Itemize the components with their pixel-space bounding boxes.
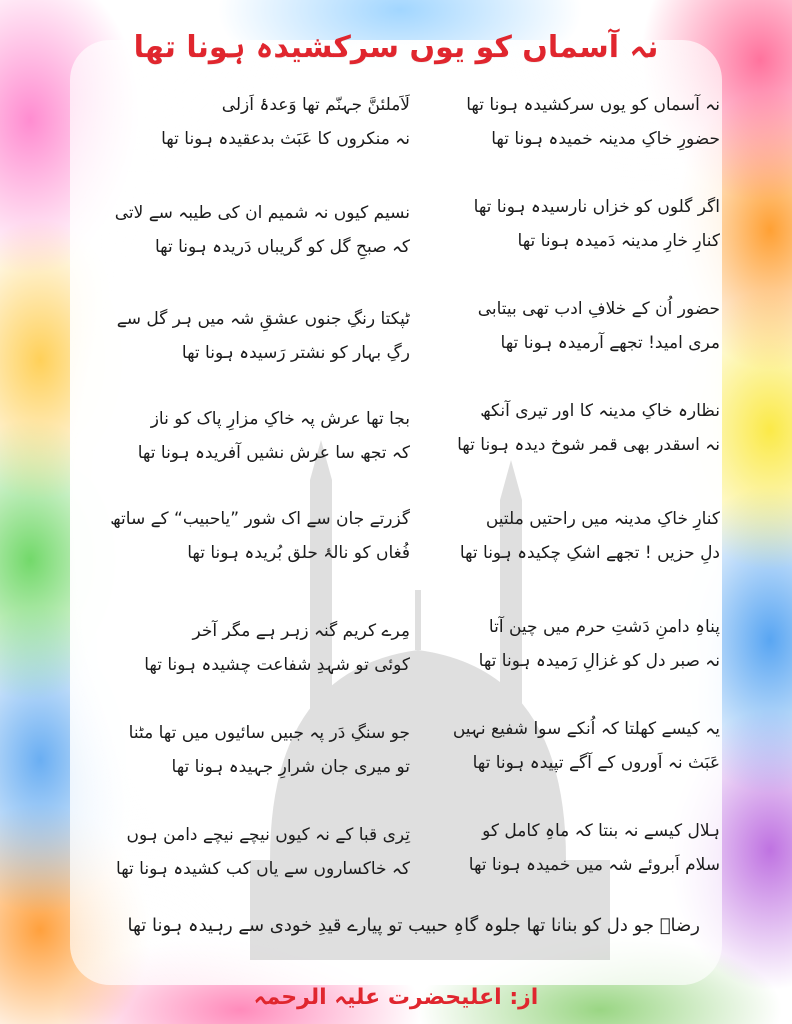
- verse-line: کوئی تو شہدِ شفاعت چشیدہ ہونا تھا: [144, 655, 410, 675]
- verse-line: کہ صبحِ گل کو گریباں دَریدہ ہونا تھا: [154, 237, 410, 257]
- verse-line: تو میری جان شرارِ جہیدہ ہونا تھا: [171, 757, 410, 777]
- stanza-left-6: [110, 614, 410, 682]
- verse-line: پناہِ دامنِ دَشتِ حرم میں چین آتا: [488, 617, 720, 637]
- verse-line: دلِ حزیں ! تجھے اشکِ چکیدہ ہونا تھا: [459, 543, 720, 563]
- verse-line: نسیم کیوں نہ شمیم ان کی طیبہ سے لاتی: [114, 203, 410, 223]
- verse-line: اگر گلوں کو خزاں نارسیدہ ہونا تھا: [473, 197, 720, 217]
- stanza-left-5: [110, 502, 410, 570]
- verse-line: تِری قبا کے نہ کیوں نیچے نیچے دامن ہوں: [126, 825, 410, 845]
- verse-line: عَبَث نہ اَوروں کے آگے تپیدہ ہونا تھا: [472, 753, 720, 773]
- verse-line: گزرتے جان سے اک شور ”یاحبیب“ کے ساتھ: [110, 509, 410, 529]
- closing-verse: رضاؔ جو دل کو بنانا تھا جلوہ گاہِ حبیب تو پیارے قیدِ خودی سے رہیدہ ہونا تھا: [127, 915, 700, 936]
- verse-line: نہ آسماں کو یوں سرکشیدہ ہونا تھا: [466, 95, 720, 115]
- stanza-left-4: [110, 402, 410, 470]
- verse-line: سلام اَبروئے شہ میں خمیدہ ہونا تھا: [468, 855, 720, 875]
- verse-line: رگِ بہار کو نشتر رَسیدہ ہونا تھا: [181, 343, 410, 363]
- stanza-right-6: [420, 610, 720, 678]
- verse-line: حضور اُن کے خلافِ ادب تھی بیتابی: [477, 299, 720, 319]
- verse-line: جو سنگِ دَر پہ جبیں سائیوں میں تھا مٹنا: [128, 723, 410, 743]
- stanza-right-8: [420, 814, 720, 882]
- verse-line: کنارِ خاکِ مدینہ میں راحتیں ملتیں: [485, 509, 720, 529]
- author-credit: از: اعلیحضرت علیہ الرحمہ: [253, 985, 539, 1010]
- verse-line: مری امید! تجھے آرمیدہ ہونا تھا: [500, 333, 720, 353]
- stanza-right-7: [420, 712, 720, 780]
- verse-line: حضورِ خاکِ مدینہ خمیدہ ہونا تھا: [491, 129, 720, 149]
- stanza-left-3: [110, 302, 410, 370]
- poem-title: نہ آسماں کو یوں سرکشیدہ ہونا تھا: [133, 30, 659, 65]
- stanza-right-4: [420, 394, 720, 462]
- verse-line: فُغاں کو نالۂ حلق بُریدہ ہونا تھا: [187, 543, 410, 563]
- stanza-right-3: [420, 292, 720, 360]
- stanza-left-2: [110, 196, 410, 264]
- stanza-right-5: [420, 502, 720, 570]
- verse-line: ہلال کیسے نہ بنتا کہ ماہِ کامل کو: [482, 821, 720, 841]
- verse-line: نہ صبر دل کو غزالِ رَمیدہ ہونا تھا: [478, 651, 720, 671]
- stanza-right-2: [420, 190, 720, 258]
- verse-line: مِرے کریم گنہ زہر ہے مگر آخر: [192, 621, 410, 641]
- verse-line: کہ خاکساروں سے یاں کب کشیدہ ہونا تھا: [116, 859, 410, 879]
- stanza-right-1: [420, 88, 720, 156]
- stanza-left-8: [110, 818, 410, 886]
- verse-line: ٹپکتا رنگِ جنوں عشقِ شہ میں ہر گل سے: [116, 309, 410, 329]
- verse-line: یہ کیسے کھلتا کہ اُنکے سوا شفیع نہیں: [452, 719, 720, 739]
- verse-line: لَاَملئنَّ جہنّم تھا وَعدۂ اَزلی: [221, 95, 410, 115]
- verse-line: بجا تھا عرش پہ خاکِ مزارِ پاک کو ناز: [150, 409, 410, 429]
- verse-line: نہ اسقدر بھی قمر شوخ دیدہ ہونا تھا: [457, 435, 720, 455]
- verse-line: نظارہ خاکِ مدینہ کا اور تیری آنکھ: [480, 401, 720, 421]
- stanza-left-1: [110, 88, 410, 156]
- verse-line: نہ منکروں کا عَبَث بدعقیدہ ہونا تھا: [161, 129, 410, 149]
- verse-line: کنارِ خارِ مدینہ دَمیدہ ہونا تھا: [517, 231, 720, 251]
- verse-line: کہ تجھ سا عرش نشیں آفریدہ ہونا تھا: [137, 443, 410, 463]
- stanza-left-7: [110, 716, 410, 784]
